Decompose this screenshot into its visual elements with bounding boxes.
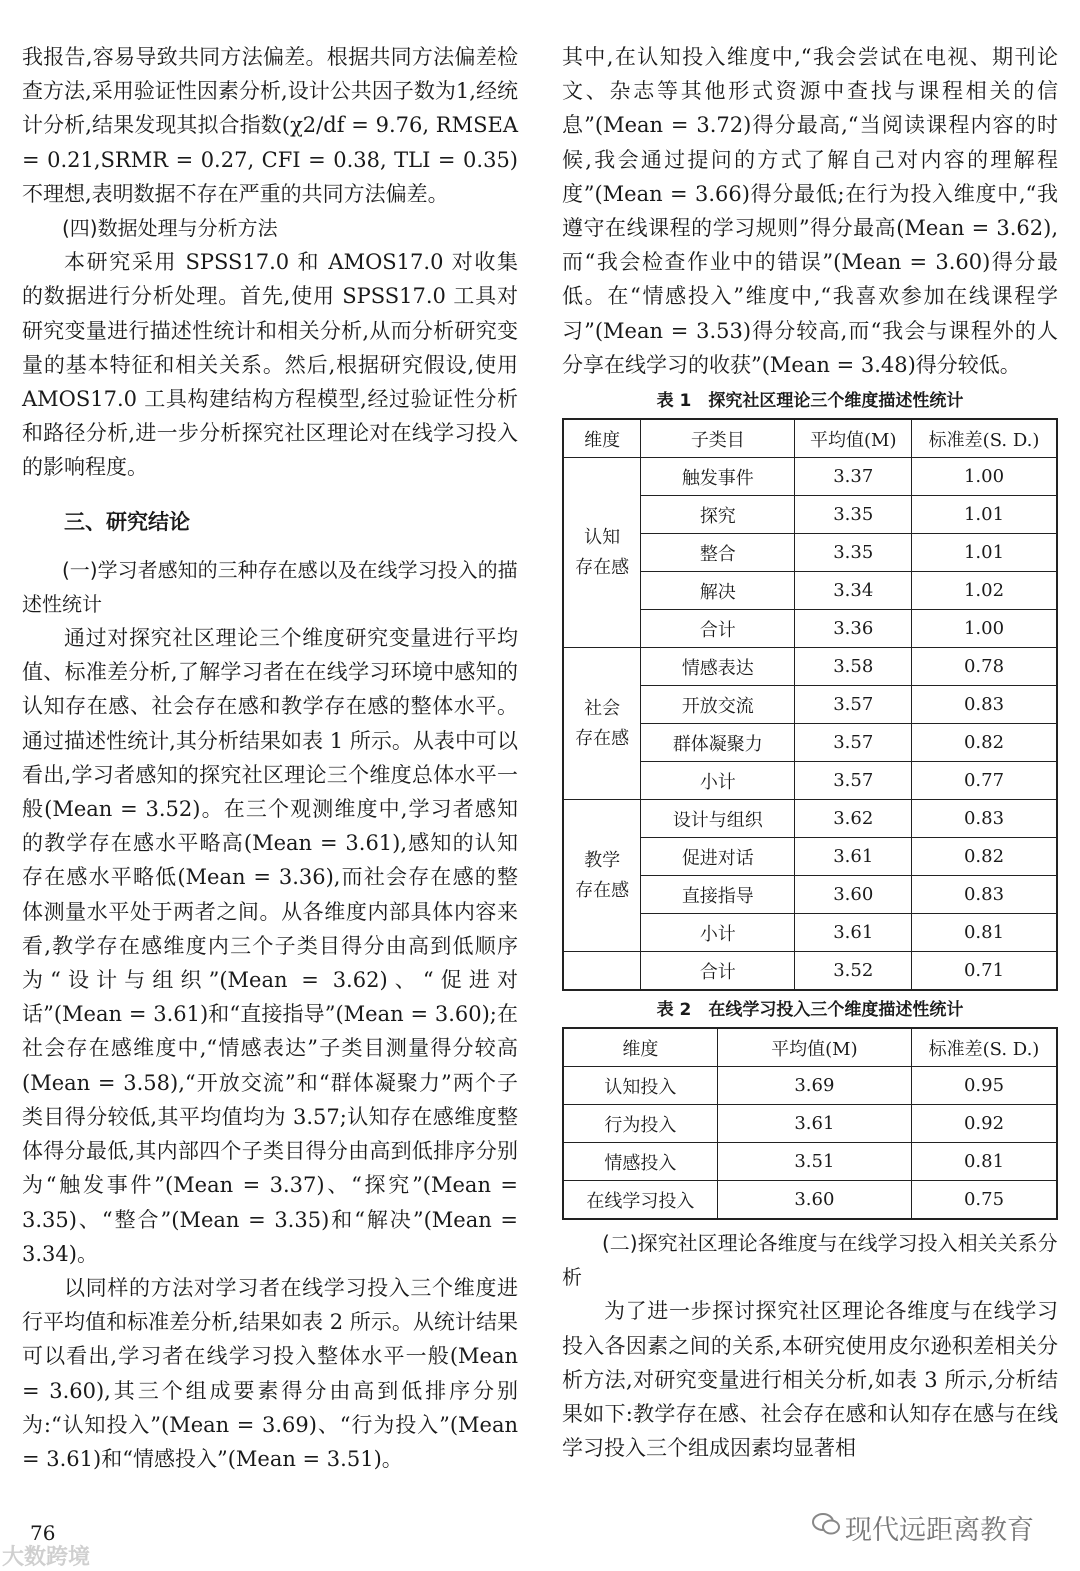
table-cell: 0.82: [912, 724, 1057, 762]
table-cell: 直接指导: [641, 876, 795, 914]
section-heading: 三、研究结论: [64, 509, 190, 534]
table-cell: 设计与组织: [641, 800, 795, 838]
table-cell: 3.51: [717, 1143, 911, 1181]
column-header: 维度: [563, 419, 641, 458]
table-cell: 3.58: [795, 648, 912, 686]
table-cell: 解决: [641, 572, 795, 610]
table-row: [563, 1143, 1057, 1181]
left-column: [22, 40, 518, 1476]
table-cell: 3.57: [795, 762, 912, 800]
table-cell: 1.00: [912, 458, 1057, 496]
group-label-cell: 社会 存在感: [563, 648, 641, 800]
table-row: [563, 1067, 1057, 1105]
table-row: [563, 1181, 1057, 1220]
table-row: [563, 648, 1057, 686]
table-cell: 合计: [641, 610, 795, 648]
subsection-heading: (四)数据处理与分析方法: [62, 216, 278, 241]
paragraph: 其中,在认知投入维度中,“我会尝试在电视、期刊论文、杂志等其他形式资源中查找与课程相关的信息”(Mean = 3.72)得分最高,“当阅读课程内容的时候,我会通过提问的方式了解自己对内容的理解程度”(Mean = 3.66)得分最低;在行为投入维度中,“我遵守在线课程的学习规则”得分最高(Mean = 3.62),而“我会检查作业中的错误”(Mean = 3.60)得分最低。在“情感投入”维度中,“我喜欢参加在线课程学习”(Mean = 3.53)得分较高,而“我会与课程外的人分享在线学习的收获”(Mean = 3.48)得分较低。: [562, 45, 1058, 377]
empty-cell: [563, 952, 641, 991]
paragraph: 为了进一步探讨探究社区理论各维度与在线学习投入各因素之间的关系,本研究使用皮尔逊积差相关分析方法,对研究变量进行相关分析,如表 3 所示,分析结果如下:教学存在感、社会存在感和认知存在感与在线学习投入三个组成因素均显著相: [562, 1299, 1058, 1461]
table-cell: 3.57: [795, 686, 912, 724]
table-cell: 0.83: [912, 686, 1057, 724]
table-2-caption: 表 2 在线学习投入三个维度描述性统计: [656, 1000, 964, 1021]
table-2: [562, 1027, 1058, 1220]
table-cell: 3.34: [795, 572, 912, 610]
table-cell: 3.61: [795, 914, 912, 952]
table-cell: 0.83: [912, 800, 1057, 838]
column-header: 标准差(S. D.): [912, 1028, 1058, 1067]
table-cell: 1.02: [912, 572, 1057, 610]
table-cell: 1.01: [912, 496, 1057, 534]
table-cell: 开放交流: [641, 686, 795, 724]
watermark-left: 大数跨境: [2, 1545, 91, 1570]
table-cell: 群体凝聚力: [641, 724, 795, 762]
table-cell: 3.60: [717, 1181, 911, 1220]
subsection-heading: (二)探究社区理论各维度与在线学习投入相关关系分析: [562, 1231, 1058, 1290]
table-cell: 合计: [641, 952, 795, 991]
table-cell: 0.81: [912, 914, 1057, 952]
table-cell: 触发事件: [641, 458, 795, 496]
page-number: 76: [30, 1521, 56, 1545]
table-cell: 3.69: [717, 1067, 911, 1105]
table-cell: 3.60: [795, 876, 912, 914]
table-cell: 认知投入: [563, 1067, 717, 1105]
paragraph: 本研究采用 SPSS17.0 和 AMOS17.0 对收集的数据进行分析处理。首先,使用 SPSS17.0 工具对研究变量进行描述性统计和相关分析,从而分析研究变量的基本特征和相关关系。然后,根据研究假设,使用AMOS17.0 工具构建结构方程模型,经过验证性分析和路径分析,进一步分析探究社区理论对在线学习投入的影响程度。: [22, 250, 518, 480]
group-label-cell: 教学 存在感: [563, 800, 641, 952]
table-cell: 0.78: [912, 648, 1057, 686]
column-header: 平均值(M): [795, 419, 912, 458]
table-cell: 小计: [641, 762, 795, 800]
table-cell: 行为投入: [563, 1105, 717, 1143]
watermark-right: 现代远距离教育: [845, 1515, 1034, 1546]
table-row: [563, 1105, 1057, 1143]
table-cell: 小计: [641, 914, 795, 952]
table-1-caption: 表 1 探究社区理论三个维度描述性统计: [656, 391, 964, 412]
table-1: [562, 418, 1058, 991]
table-cell: 3.52: [795, 952, 912, 991]
column-header: 维度: [563, 1028, 717, 1067]
table-cell: 1.00: [912, 610, 1057, 648]
right-column: [562, 40, 1058, 1465]
table-cell: 0.81: [912, 1143, 1058, 1181]
table-total-row: [563, 952, 1057, 991]
table-cell: 3.57: [795, 724, 912, 762]
table-cell: 0.75: [912, 1181, 1058, 1220]
table-cell: 3.36: [795, 610, 912, 648]
table-cell: 0.77: [912, 762, 1057, 800]
paragraph: 我报告,容易导致共同方法偏差。根据共同方法偏差检查方法,采用验证性因素分析,设计公共因子数为1,经统计分析,结果发现其拟合指数(χ2/df = 9.76, RMSEA = 0.21,SRMR = 0.27, CFI = 0.38, TLI = 0.35)不理想,表明数据不存在严重的共同方法偏差。: [22, 45, 518, 206]
column-header: 平均值(M): [717, 1028, 911, 1067]
table-cell: 3.61: [717, 1105, 911, 1143]
table-cell: 情感投入: [563, 1143, 717, 1181]
table-cell: 1.01: [912, 534, 1057, 572]
subsection-heading: (一)学习者感知的三种存在感以及在线学习投入的描述性统计: [22, 557, 518, 616]
table-cell: 整合: [641, 534, 795, 572]
table-cell: 0.83: [912, 876, 1057, 914]
wechat-icon: [812, 1512, 840, 1536]
table-cell: 促进对话: [641, 838, 795, 876]
table-cell: 3.37: [795, 458, 912, 496]
table-cell: 探究: [641, 496, 795, 534]
table-cell: 0.71: [912, 952, 1057, 991]
table-cell: 3.35: [795, 496, 912, 534]
table-cell: 0.82: [912, 838, 1057, 876]
table-cell: 0.95: [912, 1067, 1058, 1105]
column-header: 标准差(S. D.): [912, 419, 1057, 458]
paragraph: 以同样的方法对学习者在线学习投入三个维度进行平均值和标准差分析,结果如表 2 所示。从统计结果可以看出,学习者在线学习投入整体水平一般(Mean = 3.60),其三个组成要素得分由高到低排序分别为:“认知投入”(Mean = 3.69)、“行为投入”(Mean = 3.61)和“情感投入”(Mean = 3.51)。: [22, 1275, 518, 1471]
group-label-cell: 认知 存在感: [563, 458, 641, 648]
table-row: [563, 458, 1057, 496]
table-cell: 情感表达: [641, 648, 795, 686]
table-row: [563, 800, 1057, 838]
table-cell: 3.62: [795, 800, 912, 838]
table-header-row: [563, 419, 1057, 458]
column-header: 子类目: [641, 419, 795, 458]
paragraph: 通过对探究社区理论三个维度研究变量进行平均值、标准差分析,了解学习者在在线学习环境中感知的认知存在感、社会存在感和教学存在感的整体水平。通过描述性统计,其分析结果如表 1 所示。从表中可以看出,学习者感知的探究社区理论三个维度总体水平一般(Mean = 3.52)。在三个观测维度中,学习者感知的教学存在感水平略高(Mean = 3.61),感知的认知存在感水平略低(Mean = 3.36),而社会存在感的整体测量水平处于两者之间。从各维度内部具体内容来看,教学存在感维度内三个子类目得分由高到低顺序为“设计与组织”(Mean = 3.62)、“促进对话”(Mean = 3.61)和“直接指导”(Mean = 3.60);在社会存在感维度中,“情感表达”子类目测量得分较高(Mean = 3.58),“开放交流”和“群体凝聚力”两个子类目得分较低,其平均值均为 3.57;认知存在感维度整体得分最低,其内部四个子类目得分由高到低排序分别为“触发事件”(Mean = 3.37)、“探究”(Mean = 3.35)、“整合”(Mean = 3.35)和“解决”(Mean = 3.34)。: [22, 626, 518, 1266]
table-cell: 在线学习投入: [563, 1181, 717, 1220]
table-header-row: [563, 1028, 1057, 1067]
table-cell: 0.92: [912, 1105, 1058, 1143]
table-cell: 3.61: [795, 838, 912, 876]
table-cell: 3.35: [795, 534, 912, 572]
